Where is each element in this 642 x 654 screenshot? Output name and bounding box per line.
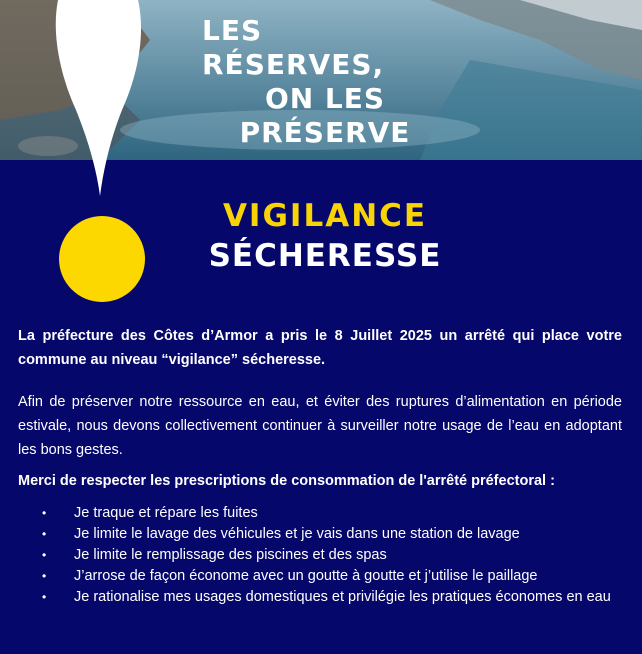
hero-title-line-1: LES RÉSERVES, <box>202 14 385 81</box>
exclamation-dot-icon <box>59 216 145 302</box>
notice-body <box>18 324 622 608</box>
bullet-icon: • <box>42 506 47 520</box>
bullet-icon: • <box>42 590 47 604</box>
list-item-text: Je rationalise mes usages domestiques et privilégie les pratiques économes en eau <box>74 589 611 605</box>
list-item <box>18 566 622 587</box>
bullet-icon: • <box>42 569 47 583</box>
vigilance-heading <box>200 196 450 276</box>
list-item <box>18 545 622 566</box>
context-paragraph: Afin de préserver notre ressource en eau, et éviter des ruptures d’alimentation en période estivale, nous devons collectivement continuer à surveiller notre usage de l’eau en adoptant les bons gestes. <box>18 394 622 458</box>
prescriptions-heading: Merci de respecter les prescriptions de consommation de l'arrêté préfectoral : <box>18 473 555 489</box>
list-item <box>18 503 622 524</box>
list-item-text: Je limite le remplissage des piscines et des spas <box>74 547 387 563</box>
hero-title-line-2: ON LES <box>264 82 386 115</box>
list-item-text: Je limite le lavage des véhicules et je vais dans une station de lavage <box>74 526 520 542</box>
vigilance-heading-line-2: SÉCHERESSE <box>208 238 442 274</box>
hero-title <box>200 14 450 150</box>
map-pin-exclamation-icon <box>50 0 146 200</box>
bullet-icon: • <box>42 527 47 541</box>
list-item-text: Je traque et répare les fuites <box>74 505 258 521</box>
hero-title-line-3: PRÉSERVE <box>239 116 411 149</box>
vigilance-heading-line-1: VIGILANCE <box>222 198 428 234</box>
list-item <box>18 524 622 545</box>
intro-paragraph: La préfecture des Côtes d’Armor a pris le 8 Juillet 2025 un arrêté qui place votre commune au niveau “vigilance” sécheresse. <box>18 328 622 368</box>
list-item-text: J’arrose de façon économe avec un goutte à goutte et j’utilise le paillage <box>74 568 538 584</box>
bullet-icon: • <box>42 548 47 562</box>
prescriptions-list <box>18 503 622 608</box>
list-item <box>18 587 622 608</box>
